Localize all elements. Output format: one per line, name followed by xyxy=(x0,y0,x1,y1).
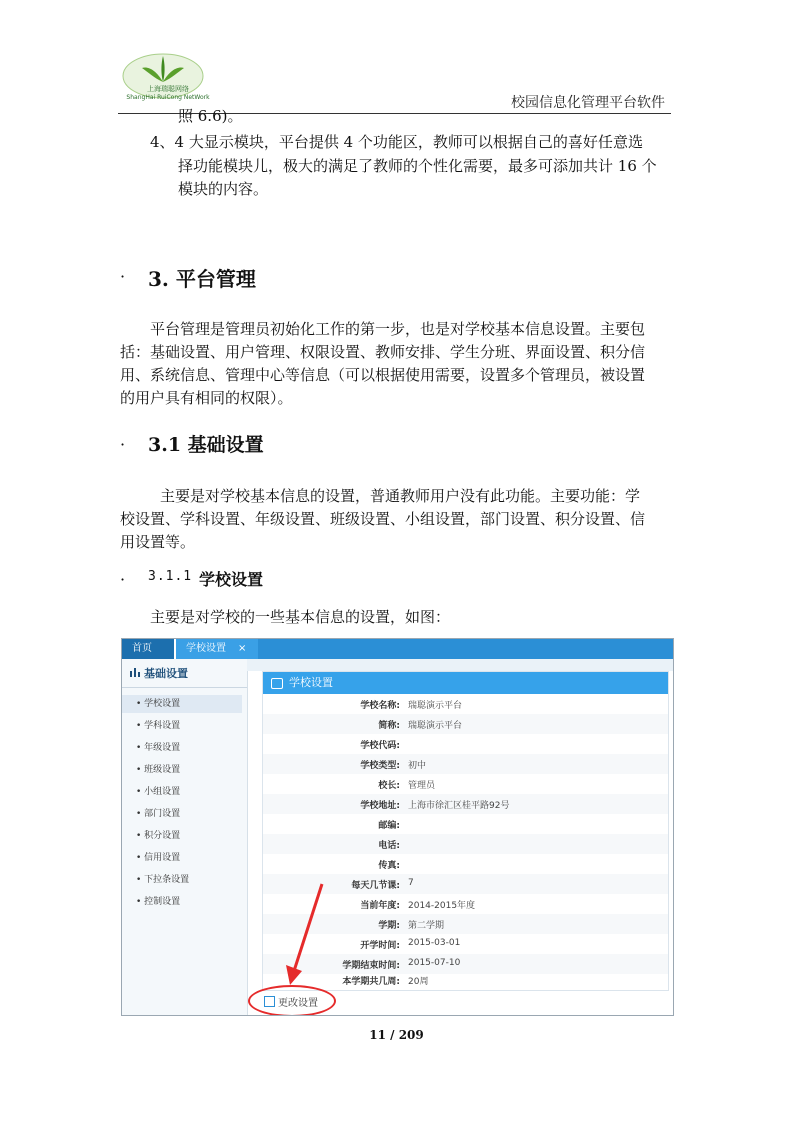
sidebar-item-points-settings[interactable]: • 积分设置 xyxy=(136,831,181,841)
section3-para-line4: 的用户具有相同的权限）。 xyxy=(120,389,293,407)
sidebar-item-label: 班级设置 xyxy=(144,765,181,775)
field-label: 学校名称: xyxy=(360,701,400,711)
sidebar-item-label: 年级设置 xyxy=(144,743,181,753)
field-row xyxy=(263,734,668,754)
sidebar-item-label: 学科设置 xyxy=(144,721,181,731)
section311-number: 3.1.1 xyxy=(148,569,193,584)
section31-para-line1: 主要是对学校基本信息的设置，普通教师用户没有此功能。主要功能：学 xyxy=(160,487,641,505)
field-row xyxy=(263,854,668,874)
close-icon[interactable]: × xyxy=(238,643,247,654)
logo-english-text: ShangHai RuiCong NetWork xyxy=(126,94,210,101)
field-value: 瑞聪演示平台 xyxy=(408,701,463,711)
annotation-arrow xyxy=(272,879,332,989)
field-value: 管理员 xyxy=(408,781,436,791)
section311-bullet: · xyxy=(120,570,126,589)
field-value: 20周 xyxy=(408,977,429,987)
field-row xyxy=(263,694,668,714)
sidebar-item-label: 学校设置 xyxy=(144,699,181,709)
field-row xyxy=(263,754,668,774)
content-top-strip xyxy=(247,659,673,671)
section31-para-line2: 校设置、学科设置、年级设置、班级设置、小组设置，部门设置、积分设置、信 xyxy=(120,510,646,528)
field-label: 学校地址: xyxy=(360,801,400,811)
section31-bullet: · xyxy=(120,435,126,454)
sidebar-item-label: 信用设置 xyxy=(144,853,181,863)
field-label: 学校代码: xyxy=(360,741,400,751)
tab-home[interactable]: 首页 xyxy=(122,639,184,659)
field-label: 本学期共几周: xyxy=(342,977,400,987)
panel-header xyxy=(263,672,668,694)
bar-chart-icon xyxy=(130,667,140,677)
document-header-title: 校园信息化管理平台软件 xyxy=(511,95,665,111)
annotation-circle xyxy=(248,985,336,1016)
sidebar-item-label: 控制设置 xyxy=(144,897,181,907)
field-label: 简称: xyxy=(378,721,400,731)
item4-line2: 择功能模块儿，极大的满足了教师的个性化需要，最多可添加共计 16 个 xyxy=(178,157,657,175)
section3-para-line3: 用、系统信息、管理中心等信息（可以根据使用需要，设置多个管理员，被设置 xyxy=(120,366,646,384)
field-value: 第二学期 xyxy=(408,921,445,931)
sidebar-item-dropdown-settings[interactable]: • 下拉条设置 xyxy=(136,875,190,885)
section3-para-line2: 括：基础设置、用户管理、权限设置、教师安排、学生分班、界面设置、积分信 xyxy=(120,343,646,361)
intro-continuation: 照 6.6)。 xyxy=(178,107,243,125)
field-label: 学期: xyxy=(378,921,400,931)
panel-title: 学校设置 xyxy=(289,676,333,689)
field-label: 校长: xyxy=(378,781,400,791)
school-settings-screenshot xyxy=(121,638,674,1016)
sidebar-item-department-settings[interactable]: • 部门设置 xyxy=(136,809,181,819)
field-value: 2015-07-10 xyxy=(408,958,461,968)
sidebar-item-label: 部门设置 xyxy=(144,809,181,819)
section311-title: 学校设置 xyxy=(199,570,264,589)
field-value: 瑞聪演示平台 xyxy=(408,721,463,731)
field-row xyxy=(263,774,668,794)
field-row xyxy=(263,794,668,814)
change-settings-button[interactable]: 更改设置 xyxy=(278,998,318,1009)
sidebar-item-group-settings[interactable]: • 小组设置 xyxy=(136,787,181,797)
field-value: 7 xyxy=(408,878,414,888)
section3-heading: 3. 平台管理 xyxy=(148,267,256,291)
field-label: 开学时间: xyxy=(360,941,400,951)
sidebar-item-school-settings[interactable]: • 学校设置 xyxy=(122,695,242,713)
field-value: 上海市徐汇区桂平路92号 xyxy=(408,801,510,811)
field-value: 2014-2015年度 xyxy=(408,901,476,911)
field-row xyxy=(263,834,668,854)
field-label: 学期结束时间: xyxy=(342,961,400,971)
sidebar-item-label: 积分设置 xyxy=(144,831,181,841)
section31-heading: 3.1 基础设置 xyxy=(148,434,264,456)
sidebar-divider xyxy=(122,687,247,688)
field-label: 当前年度: xyxy=(360,901,400,911)
section3-bullet: · xyxy=(120,267,126,286)
page-number: 11 / 209 xyxy=(369,1028,424,1042)
sidebar-item-label: 下拉条设置 xyxy=(144,875,190,885)
sidebar-item-class-settings[interactable]: • 班级设置 xyxy=(136,765,181,775)
item4-line3: 模块的内容。 xyxy=(178,180,269,198)
sidebar-item-grade-settings[interactable]: • 年级设置 xyxy=(136,743,181,753)
field-label: 学校类型: xyxy=(360,761,400,771)
item4-line1: 4、4 大显示模块，平台提供 4 个功能区，教师可以根据自己的喜好任意选 xyxy=(150,133,643,151)
section311-intro: 主要是对学校的一些基本信息的设置，如图： xyxy=(150,608,451,626)
section3-para-line1: 平台管理是管理员初始化工作的第一步，也是对学校基本信息设置。主要包 xyxy=(150,320,646,338)
field-row xyxy=(263,814,668,834)
logo-chinese-text: 上海瑞聪网络 xyxy=(147,85,189,93)
section31-para-line3: 用设置等。 xyxy=(120,533,196,551)
field-label: 邮编: xyxy=(378,821,400,831)
sidebar-item-credit-settings[interactable]: • 信用设置 xyxy=(136,853,181,863)
sidebar-item-control-settings[interactable]: • 控制设置 xyxy=(136,897,181,907)
field-value: 2015-03-01 xyxy=(408,938,461,948)
tab-school-settings[interactable]: 学校设置 xyxy=(176,639,258,659)
field-label: 每天几节课: xyxy=(351,881,400,891)
sidebar xyxy=(122,659,248,1015)
field-label: 传真: xyxy=(378,861,400,871)
field-label: 电话: xyxy=(378,841,400,851)
sidebar-item-label: 小组设置 xyxy=(144,787,181,797)
field-value: 初中 xyxy=(408,761,427,771)
sidebar-title: 基础设置 xyxy=(144,667,188,680)
chat-icon xyxy=(271,678,283,689)
field-row xyxy=(263,714,668,734)
sidebar-item-subject-settings[interactable]: • 学科设置 xyxy=(136,721,181,731)
